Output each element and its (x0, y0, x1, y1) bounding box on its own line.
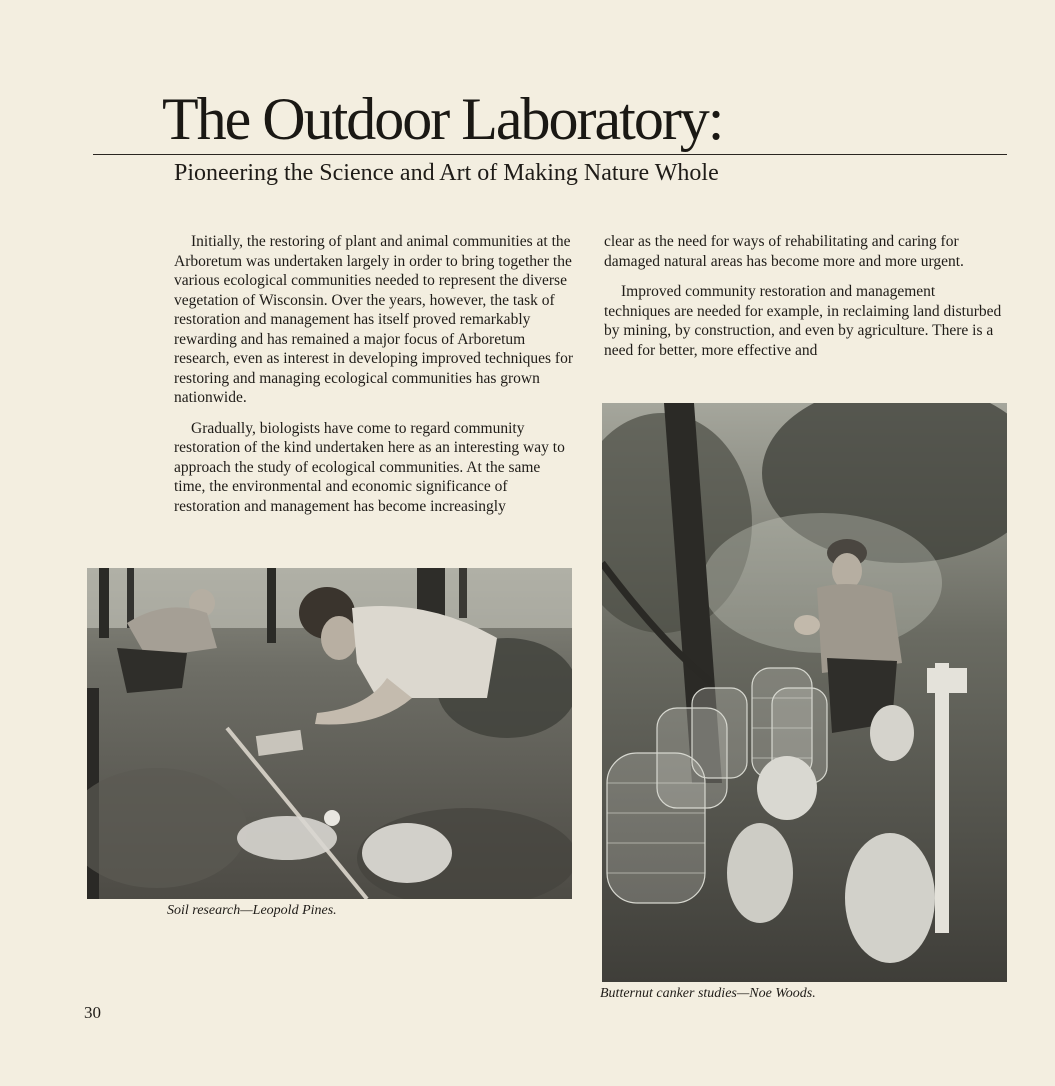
soil-research-image (87, 568, 572, 899)
paragraph: Initially, the restoring of plant and animal communities at the Arboretum was undertaken largely in order to bring together the various ecological communities needed to represent the diverse vegetation of Wisconsin. Over the years, however, the task of restoration and management has itself proved remarkably rewarding and has remained a major focus of Arboretum research, even as interest in developing improved techniques for restoring and managing ecological communities has grown nationwide. (174, 233, 573, 406)
page-title: The Outdoor Laboratory: (162, 86, 723, 152)
page-subtitle: Pioneering the Science and Art of Making Nature Whole (174, 160, 719, 186)
butternut-canker-image (602, 403, 1007, 982)
paragraph: clear as the need for ways of rehabilitating and caring for damaged natural areas has become more and more urgent. (604, 233, 964, 270)
right-text-column (604, 232, 1004, 360)
title-rule (93, 154, 1007, 155)
butternut-canker-caption: Butternut canker studies—Noe Woods. (600, 986, 816, 1001)
soil-research-photo (87, 568, 572, 899)
page-number: 30 (84, 1003, 101, 1022)
left-text-column (174, 232, 574, 516)
soil-research-caption: Soil research—Leopold Pines. (167, 903, 337, 918)
paragraph: Improved community restoration and management techniques are needed for example, in reclaiming land disturbed by mining, by construction, and even by agriculture. There is a need for better, more effective and (604, 283, 1002, 359)
butternut-canker-photo (602, 403, 1007, 982)
paragraph: Gradually, biologists have come to regard community restoration of the kind undertaken here as an interesting way to approach the study of ecological communities. At the same time, the environmental and economic significance of restoration and management has become increasingly (174, 419, 565, 515)
